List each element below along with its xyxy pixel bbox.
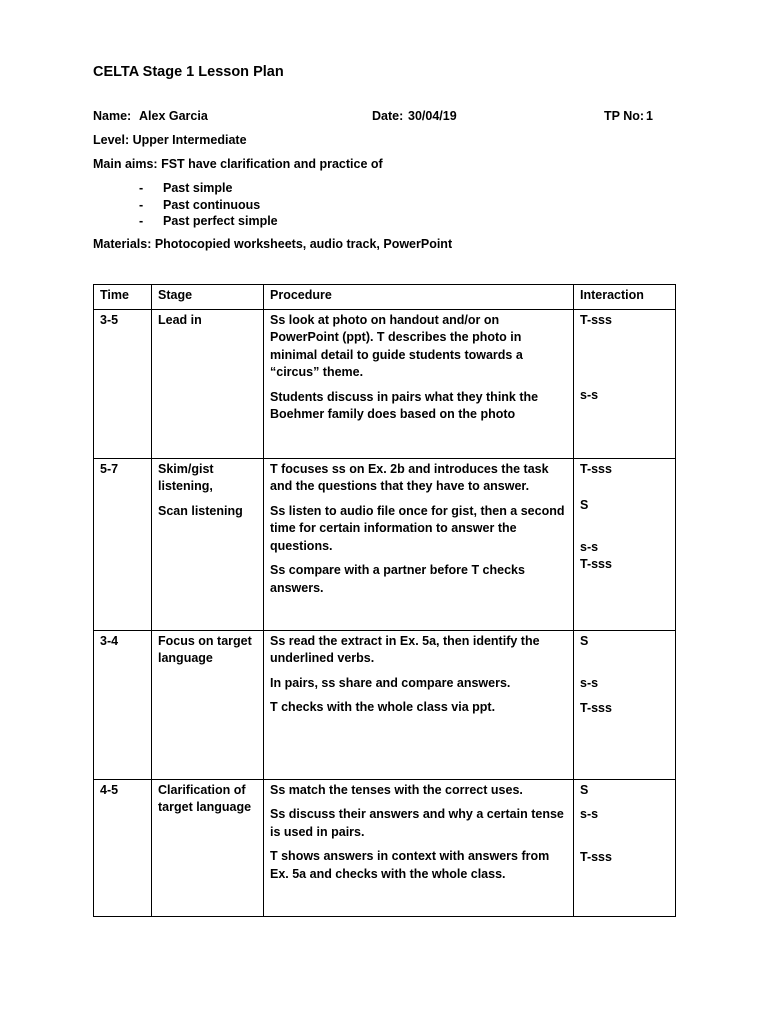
interaction-cell: [574, 779, 676, 916]
procedure-cell: [264, 458, 574, 630]
procedure-table: [93, 284, 676, 917]
stage-cell: [152, 779, 264, 916]
interaction-value: s-s: [580, 807, 599, 821]
materials-line: Materials: Photocopied worksheets, audio track, PowerPoint: [93, 237, 453, 251]
interaction-value: S: [580, 782, 589, 797]
interaction-value: S: [580, 498, 589, 512]
aim-text: Past simple: [163, 181, 233, 195]
stage-text: Clarification of target language: [158, 782, 252, 814]
interaction-value: T-sss: [580, 461, 612, 476]
interaction-value: s-s: [580, 676, 599, 690]
stage-cell: [152, 309, 264, 458]
procedure-cell: [264, 630, 574, 779]
interaction-value: T-sss: [580, 849, 612, 864]
time-cell: 3-5: [94, 309, 152, 458]
level-line: Level: Upper Intermediate: [93, 133, 247, 147]
procedure-step: T focuses ss on Ex. 2b and introduces the task and the questions that they have to answer.: [270, 461, 549, 493]
interaction-spacer: [580, 693, 669, 700]
time-cell: 4-5: [94, 779, 152, 916]
column-header-interaction: Interaction: [574, 285, 676, 310]
stage-text: Lead in: [158, 312, 202, 327]
interaction-value: T-sss: [580, 700, 612, 715]
tp-number-value: 1: [646, 109, 653, 123]
interaction-spacer: [580, 515, 669, 539]
interaction-spacer: [580, 478, 669, 497]
aims-list: [139, 181, 278, 231]
name-label: Name:: [93, 109, 132, 123]
tp-number-label: TP No:: [604, 109, 645, 123]
aim-item: [139, 198, 278, 215]
interaction-value: T-sss: [580, 557, 612, 571]
column-header-stage: Stage: [152, 285, 264, 310]
stage-cell: [152, 458, 264, 630]
interaction-spacer: [580, 799, 669, 806]
procedure-step: T shows answers in context with answers from Ex. 5a and checks with the whole class.: [270, 849, 550, 881]
interaction-spacer: [580, 824, 669, 849]
procedure-step: In pairs, ss share and compare answers.: [270, 675, 511, 690]
table-row: [94, 779, 676, 916]
main-aims-line: Main aims: FST have clarification and practice of: [93, 157, 383, 171]
procedure-step: Ss look at photo on handout and/or on PowerPoint (ppt). T describes the photo in minimal detail to guide students towards a “circus” theme.: [270, 312, 523, 379]
interaction-value: T-sss: [580, 312, 612, 327]
interaction-cell: [574, 630, 676, 779]
procedure-step: Ss listen to audio file once for gist, then a second time for certain information to answer the questions.: [270, 503, 565, 553]
procedure-step: Students discuss in pairs what they think the Boehmer family does based on the photo: [270, 389, 539, 421]
stage-cell: [152, 630, 264, 779]
column-header-time: Time: [94, 285, 152, 310]
interaction-value: s-s: [580, 388, 599, 402]
aim-item: [139, 214, 278, 231]
interaction-spacer: [580, 650, 669, 675]
column-header-procedure: Procedure: [264, 285, 574, 310]
bullet-dash: -: [139, 197, 144, 212]
aim-text: Past continuous: [163, 197, 261, 212]
time-cell: 5-7: [94, 458, 152, 630]
aim-item: [139, 181, 278, 198]
date-label: Date:: [372, 109, 404, 123]
stage-text: Focus on target language: [158, 633, 252, 665]
interaction-value: s-s: [580, 539, 599, 554]
stage-text: Skim/gist listening,: [158, 461, 214, 493]
table-row: [94, 309, 676, 458]
procedure-step: Ss discuss their answers and why a certain tense is used in pairs.: [270, 807, 564, 839]
procedure-step: T checks with the whole class via ppt.: [270, 700, 496, 714]
document-title: CELTA Stage 1 Lesson Plan: [93, 64, 284, 80]
procedure-step: Ss compare with a partner before T checks answers.: [270, 563, 525, 595]
name-value: Alex Garcia: [139, 109, 208, 123]
time-cell: 3-4: [94, 630, 152, 779]
procedure-step: Ss read the extract in Ex. 5a, then identify the underlined verbs.: [270, 633, 540, 665]
table-row: [94, 630, 676, 779]
interaction-value: S: [580, 633, 589, 648]
table-header-row: [94, 285, 676, 310]
interaction-cell: [574, 458, 676, 630]
procedure-cell: [264, 779, 574, 916]
aim-text: Past perfect simple: [163, 214, 278, 228]
bullet-dash: -: [139, 181, 144, 195]
stage-text: Scan listening: [158, 503, 243, 518]
procedure-step: Ss match the tenses with the correct uses.: [270, 782, 523, 797]
procedure-cell: [264, 309, 574, 458]
interaction-cell: [574, 309, 676, 458]
date-value: 30/04/19: [408, 109, 457, 123]
table-row: [94, 458, 676, 630]
bullet-dash: -: [139, 214, 144, 228]
interaction-spacer: [580, 329, 669, 387]
